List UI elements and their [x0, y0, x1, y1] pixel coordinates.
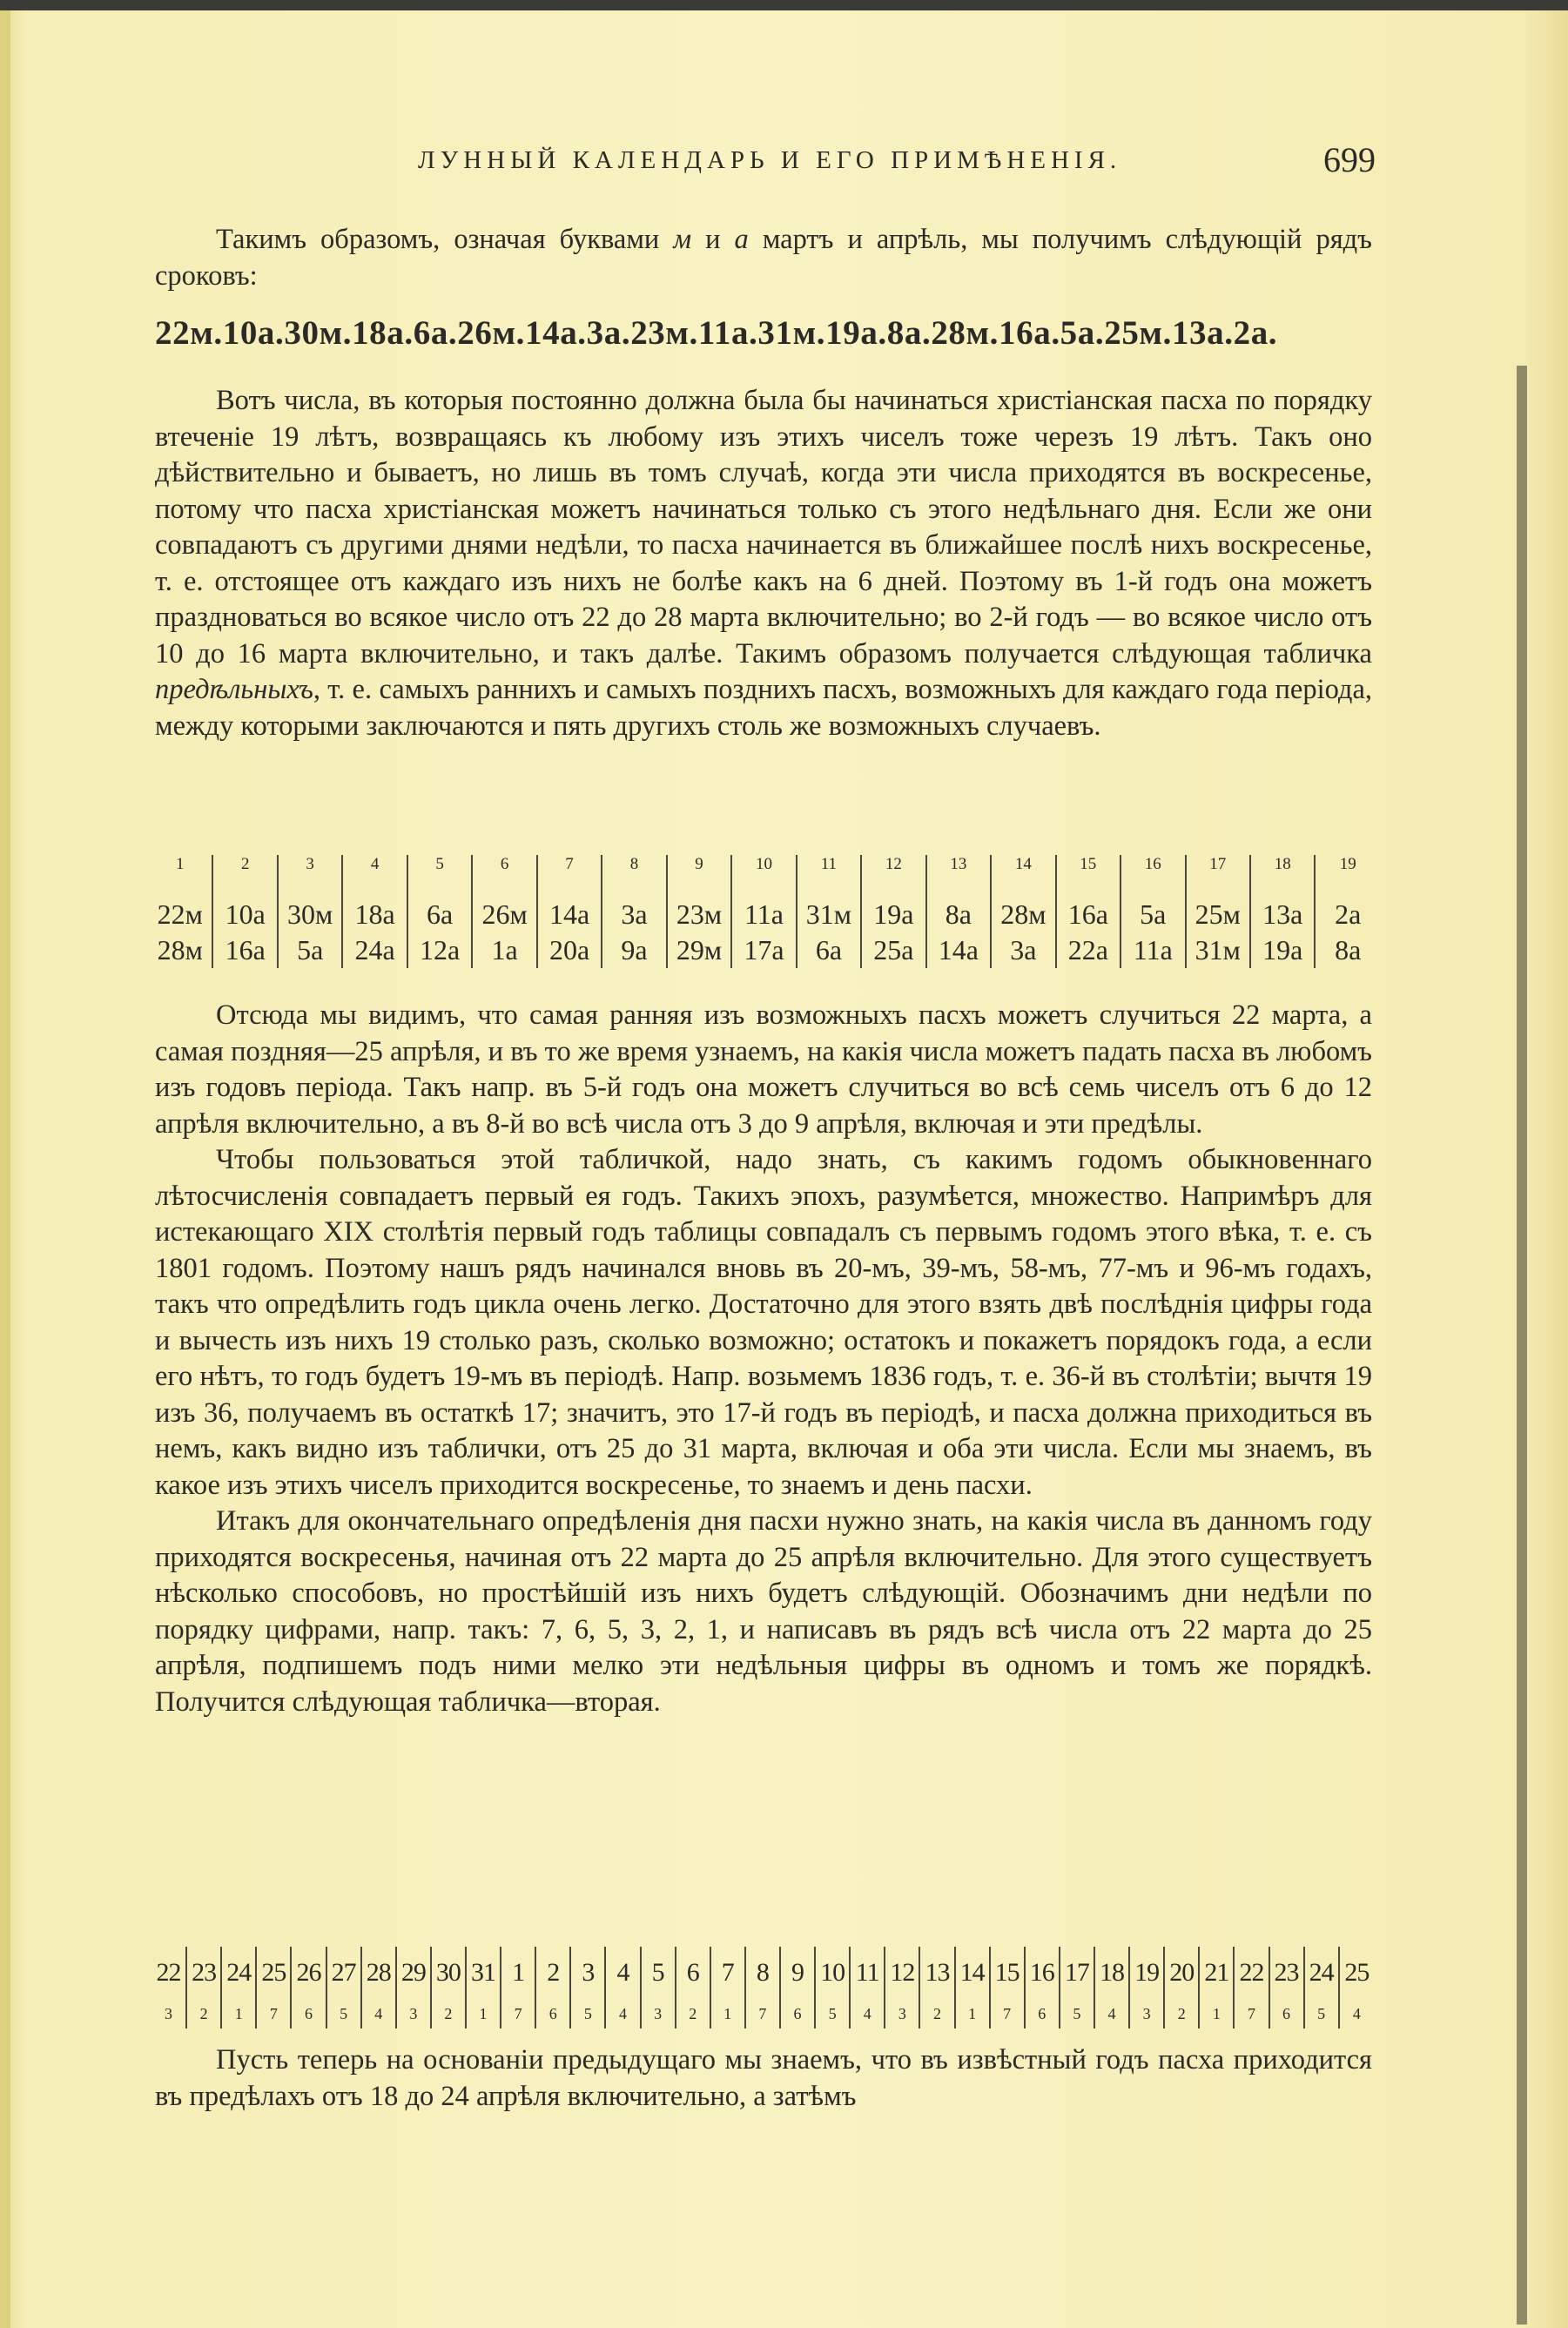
table-header-row — [148, 855, 1380, 897]
date-cell: 28 — [361, 1947, 396, 1999]
latest-date-cell: 11а — [1120, 932, 1185, 968]
date-cell: 29 — [396, 1947, 431, 1999]
date-cell: 25 — [1339, 1947, 1374, 1999]
weekday-cell: 5 — [1304, 1999, 1339, 2029]
paragraph-2-tail: , т. е. самыхъ раннихъ и самыхъ позднихъ пасхъ, возможныхъ для каждаго года періода, между которыми заключаются и пять другихъ столь же возможныхъ случаевъ. — [155, 674, 1372, 742]
weekday-cell: 6 — [291, 1999, 326, 2029]
date-cell: 11 — [850, 1947, 885, 1999]
latest-date-cell: 16а — [212, 932, 277, 968]
paragraph-6: Пусть теперь на основаніи предыдущаго мы знаемъ, что въ извѣстный годъ пасха приходится въ предѣлахъ отъ 18 до 24 апрѣля включительно, а затѣмъ — [155, 2044, 1372, 2112]
intro-text-a: Такимъ образомъ, означая буквами — [216, 224, 674, 255]
year-number-cell: 14 — [991, 855, 1055, 897]
weekday-cell: 7 — [1234, 1999, 1269, 2029]
earliest-date-cell: 10а — [212, 897, 277, 932]
date-cell: 18 — [1094, 1947, 1129, 1999]
date-cell: 15 — [990, 1947, 1025, 1999]
weekday-cell: 1 — [1199, 1999, 1234, 2029]
date-series-row — [155, 313, 1372, 362]
date-cell: 25 — [256, 1947, 291, 1999]
weekday-cell: 3 — [1129, 1999, 1164, 2029]
paragraph-4: Чтобы пользоваться этой табличкой, надо знать, съ какимъ годомъ обыкновеннаго лѣтосчисленія совпадаетъ первый ея годъ. Такихъ эпохъ, разумѣется, множество. Напримѣръ для истекающаго XIX столѣтія первый годъ таблицы совпадалъ съ первымъ годомъ этого вѣка, т. е. съ 1801 годомъ. Поэтому нашъ рядъ начинался вновь въ 20-мъ, 39-мъ, 58-мъ, 77-мъ и 96-мъ годахъ, такъ что опредѣлить годъ цикла очень легко. Достаточно для этого взять двѣ послѣднія цифры года и вычесть изъ нихъ 19 столько разъ, сколько возможно; остатокъ и покажетъ порядокъ года, а если его нѣтъ, то годъ будетъ 19-мъ въ періодѣ. Напр. возьмемъ 1836 годъ, т. е. 36-й въ столѣтіи; вычтя 19 изъ 36, получаемъ въ остаткѣ 17; значитъ, это 17-й годъ въ періодѣ, и пасха должна приходиться въ немъ, какъ видно изъ таблички, отъ 25 до 31 марта, включая и оба эти числа. Если мы знаемъ, въ какое изъ этихъ чиселъ приходится воскресенье, то знаемъ и день пасхи. — [155, 1144, 1372, 1501]
year-number-cell: 15 — [1056, 855, 1120, 897]
date-cell: 27 — [326, 1947, 361, 1999]
weekday-cell: 5 — [570, 1999, 605, 2029]
latest-date-cell: 29м — [667, 932, 731, 968]
paragraph-2-text: Вотъ числа, въ которыя постоянно должна была бы начинаться христіанская пасха по порядку втеченіе 19 лѣтъ, возвращаясь къ любому изъ этихъ чиселъ тоже черезъ 19 лѣтъ. Такъ оно дѣйствительно и бываетъ, но лишь въ томъ случаѣ, когда эти числа приходятся въ воскресенье, потому что пасха христіанская можетъ начинаться только съ этого недѣльнаго дня. Если же они совпадаютъ съ другими днями недѣли, то пасха начинается въ ближайшее послѣ нихъ воскресенье, т. е. отстоящее отъ каждаго изъ нихъ не болѣе какъ на 6 дней. Поэтому въ 1-й годъ она можетъ праздноваться во всякое число отъ 22 до 28 марта включительно; во 2-й годъ — во всякое число отъ 10 до 16 марта включительно, и такъ далѣе. Такимъ образомъ получается слѣдующая табличка — [155, 385, 1372, 669]
weekday-table — [151, 1947, 1374, 2029]
earliest-date-cell: 11а — [731, 897, 796, 932]
date-cell: 3 — [570, 1947, 605, 1999]
earliest-date-cell: 3а — [602, 897, 666, 932]
date-cell: 4 — [605, 1947, 640, 1999]
date-cell: 1 — [501, 1947, 535, 1999]
weekday-cell: 4 — [1339, 1999, 1374, 2029]
year-number-cell: 3 — [278, 855, 342, 897]
date-cell: 12 — [885, 1947, 919, 1999]
paragraph-easter-limits — [155, 383, 1372, 744]
paragraph-final — [155, 2042, 1372, 2115]
latest-date-cell: 9а — [602, 932, 666, 968]
latest-date-cell: 5а — [278, 932, 342, 968]
weekday-cell: 3 — [641, 1999, 676, 2029]
year-number-cell: 12 — [861, 855, 925, 897]
weekday-cell: 4 — [605, 1999, 640, 2029]
year-number-cell: 10 — [731, 855, 796, 897]
paragraph-5: Итакъ для окончательнаго опредѣленія дня пасхи нужно знать, на какія числа въ данномъ году приходятся воскресенья, начиная отъ 22 марта до 25 апрѣля включительно. Для этого существуетъ нѣсколько способовъ, но простѣйшій изъ нихъ будетъ слѣдующій. Обозначимъ дни недѣли по порядку цифрами, напр. такъ: 7, 6, 5, 3, 2, 1, и написавъ въ рядъ всѣ числа отъ 22 марта до 25 апрѣля, подпишемъ подъ ними мелко эти недѣльныя цифры въ одномъ и томъ же порядкѣ. Получится слѣдующая табличка—вторая. — [155, 1505, 1372, 1718]
date-cell: 21 — [1199, 1947, 1234, 1999]
earliest-date-cell: 30м — [278, 897, 342, 932]
intro-text-b: и — [691, 224, 735, 255]
earliest-date-cell: 6а — [407, 897, 472, 932]
latest-date-cell: 17а — [731, 932, 796, 968]
date-cell: 23 — [186, 1947, 221, 1999]
table-row-dates — [151, 1947, 1374, 1999]
year-number-cell: 16 — [1120, 855, 1185, 897]
year-number-cell: 19 — [1315, 855, 1380, 897]
date-cell: 9 — [780, 1947, 815, 1999]
date-cell: 5 — [641, 1947, 676, 1999]
weekday-cell: 3 — [165, 2004, 173, 2022]
earliest-date-cell: 2а — [1315, 897, 1380, 932]
earliest-date-cell: 19а — [861, 897, 925, 932]
weekday-cell: 5 — [1060, 1999, 1094, 2029]
date-cell: 26 — [291, 1947, 326, 1999]
weekday-cell: 6 — [1025, 1999, 1060, 2029]
paragraph-conclusions — [155, 998, 1372, 1720]
date-cell: 2 — [535, 1947, 570, 1999]
year-number-cell: 13 — [926, 855, 991, 897]
latest-date-cell: 3а — [991, 932, 1055, 968]
weekday-cell: 6 — [535, 1999, 570, 2029]
weekday-cell: 2 — [1164, 1999, 1199, 2029]
date-cell: 14 — [955, 1947, 990, 1999]
date-cell: 6 — [676, 1947, 710, 1999]
latest-date-cell: 14а — [926, 932, 991, 968]
weekday-cell: 3 — [396, 1999, 431, 2029]
year-number-cell: 5 — [407, 855, 472, 897]
weekday-cell: 4 — [850, 1999, 885, 2029]
intro-text-c: мартъ и апрѣль, мы получимъ слѣдующій рядъ сроковъ: — [155, 224, 1372, 292]
emphasis-predelnykh: предѣльныхъ — [155, 674, 313, 705]
earliest-date-cell: 13а — [1250, 897, 1315, 932]
weekday-cell: 7 — [990, 1999, 1025, 2029]
paragraph-3: Отсюда мы видимъ, что самая ранняя изъ возможныхъ пасхъ можетъ случиться 22 марта, а самая поздняя—25 апрѣля, и въ то же время узнаемъ, на какія числа можетъ падать пасха въ любомъ изъ годовъ періода. Такъ напр. въ 5-й годъ она можетъ случиться во всѣ семь чиселъ отъ 6 до 12 апрѣля включительно, а въ 8-й во всѣ числа отъ 3 до 9 апрѣля, включая и эти предѣлы. — [155, 999, 1372, 1140]
weekday-cell: 3 — [885, 1999, 919, 2029]
scan-top-edge — [0, 0, 1568, 10]
year-number-cell: 9 — [667, 855, 731, 897]
weekday-cell: 4 — [1094, 1999, 1129, 2029]
weekday-cell: 1 — [466, 1999, 501, 2029]
weekday-cell: 2 — [186, 1999, 221, 2029]
latest-date-cell: 22а — [1056, 932, 1120, 968]
limits-table — [148, 855, 1380, 968]
year-number-cell: 11 — [797, 855, 861, 897]
date-cell: 17 — [1060, 1947, 1094, 1999]
earliest-date-cell: 23м — [667, 897, 731, 932]
weekday-cell: 7 — [501, 1999, 535, 2029]
table-row-weekdays — [151, 1999, 1374, 2029]
letter-m: м — [673, 224, 692, 255]
date-cell: 24 — [221, 1947, 256, 1999]
table-row-latest — [148, 932, 1380, 968]
latest-date-cell: 1а — [472, 932, 536, 968]
letter-a: а — [734, 224, 749, 255]
date-cell: 23 — [1269, 1947, 1304, 1999]
earliest-date-cell: 25м — [1186, 897, 1250, 932]
weekday-cell: 6 — [1269, 1999, 1304, 2029]
weekday-cell: 7 — [256, 1999, 291, 2029]
date-cell: 8 — [745, 1947, 780, 1999]
year-number-cell: 17 — [1186, 855, 1250, 897]
earliest-date-cell: 8а — [926, 897, 991, 932]
date-cell: 16 — [1025, 1947, 1060, 1999]
year-number-cell: 7 — [537, 855, 602, 897]
weekday-cell: 7 — [745, 1999, 780, 2029]
earliest-date-cell: 5а — [1120, 897, 1185, 932]
date-cell: 31 — [466, 1947, 501, 1999]
table-row-earliest — [148, 897, 1380, 932]
date-cell: 7 — [710, 1947, 745, 1999]
year-number-cell: 6 — [472, 855, 536, 897]
year-number-cell: 4 — [342, 855, 407, 897]
page-number: 699 — [1323, 140, 1376, 179]
weekday-cell: 5 — [326, 1999, 361, 2029]
weekday-cell: 1 — [710, 1999, 745, 2029]
year-number-cell: 1 — [175, 855, 185, 873]
latest-date-cell: 12а — [407, 932, 472, 968]
date-series: 22м.10а.30м.18а.6а.26м.14а.3а.23м.11а.31м.19а.8а.28м.16а.5а.25м.13а.2а. — [155, 314, 1278, 352]
weekday-cell: 1 — [221, 1999, 256, 2029]
earliest-date-cell: 14а — [537, 897, 602, 932]
weekday-cell: 6 — [780, 1999, 815, 2029]
date-cell: 30 — [431, 1947, 466, 1999]
year-number-cell: 2 — [212, 855, 277, 897]
weekday-cell: 2 — [919, 1999, 954, 2029]
weekday-cell: 2 — [431, 1999, 466, 2029]
earliest-date-cell: 16а — [1056, 897, 1120, 932]
earliest-date-cell: 22м — [157, 898, 203, 930]
date-cell: 20 — [1164, 1947, 1199, 1999]
earliest-date-cell: 18а — [342, 897, 407, 932]
weekday-cell: 2 — [676, 1999, 710, 2029]
latest-date-cell: 20а — [537, 932, 602, 968]
weekday-cell: 5 — [815, 1999, 850, 2029]
weekday-cell: 1 — [955, 1999, 990, 2029]
earliest-date-cell: 26м — [472, 897, 536, 932]
date-cell: 19 — [1129, 1947, 1164, 1999]
date-cell: 22 — [1234, 1947, 1269, 1999]
running-title: ЛУННЫЙ КАЛЕНДАРЬ И ЕГО ПРИМѢНЕНІЯ. — [418, 146, 1122, 174]
date-cell: 13 — [919, 1947, 954, 1999]
latest-date-cell: 25а — [861, 932, 925, 968]
year-number-cell: 8 — [602, 855, 666, 897]
weekday-cell: 4 — [361, 1999, 396, 2029]
page-header — [418, 139, 1376, 183]
latest-date-cell: 31м — [1186, 932, 1250, 968]
date-cell: 22 — [156, 1958, 181, 1987]
scan-left-edge — [0, 10, 10, 2328]
latest-date-cell: 8а — [1315, 932, 1380, 968]
earliest-date-cell: 31м — [797, 897, 861, 932]
latest-date-cell: 6а — [797, 932, 861, 968]
latest-date-cell: 24а — [342, 932, 407, 968]
intro-paragraph — [155, 222, 1372, 294]
latest-date-cell: 28м — [157, 934, 203, 966]
date-cell: 24 — [1304, 1947, 1339, 1999]
scan-right-shadow — [1517, 366, 1527, 2325]
latest-date-cell: 19а — [1250, 932, 1315, 968]
year-number-cell: 18 — [1250, 855, 1315, 897]
date-cell: 10 — [815, 1947, 850, 1999]
earliest-date-cell: 28м — [991, 897, 1055, 932]
